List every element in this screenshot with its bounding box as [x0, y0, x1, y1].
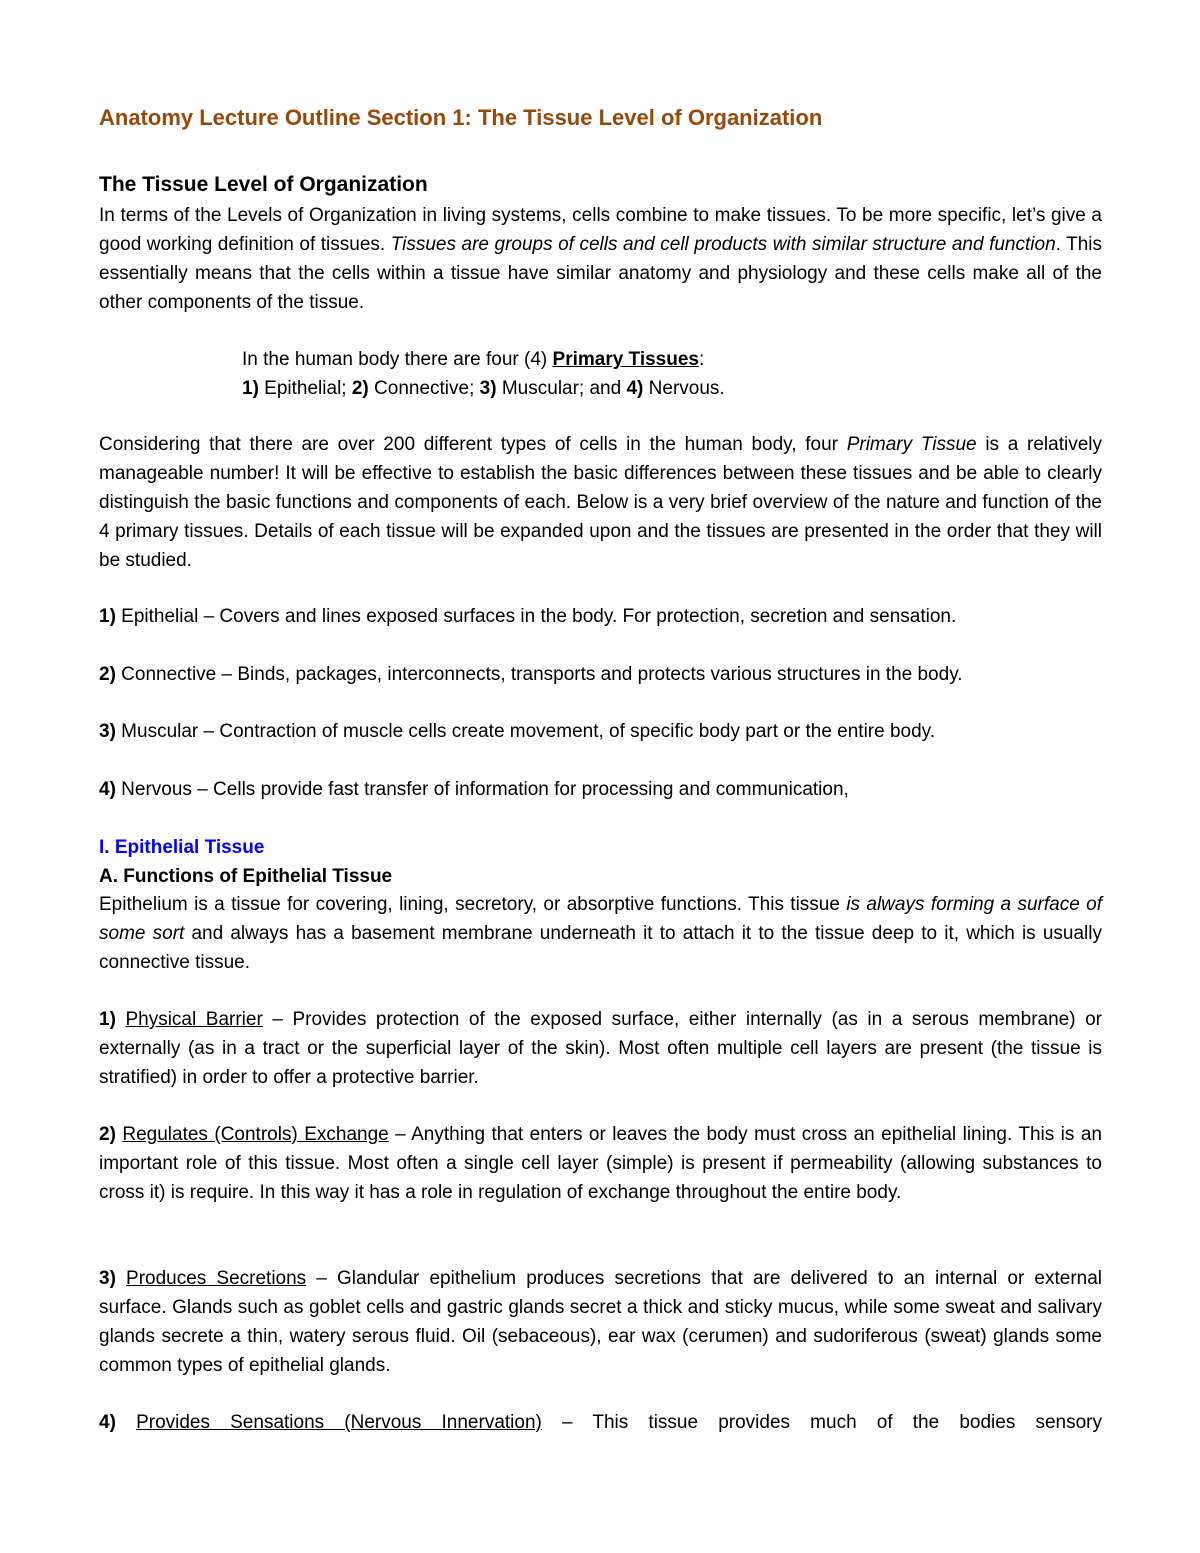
primary-list-num: 1) — [242, 378, 259, 399]
tissue-summary-text: Connective – Binds, packages, interconnects, transports and protects various structures in the body. — [115, 664, 963, 685]
epithelial-italic: is always forming a surface of some sort — [99, 894, 1102, 944]
epithelial-text-a: Epithelium is a tissue for covering, lining, secretory, or absorptive functions. This tissue — [99, 894, 847, 915]
section-heading: The Tissue Level of Organization — [99, 173, 428, 196]
tissue-summary-item — [99, 602, 1102, 631]
function-item — [99, 1120, 1102, 1207]
tissue-summary-num: 3) — [99, 721, 116, 742]
tissue-summary-num: 4) — [99, 779, 116, 800]
tissue-summary-item — [99, 775, 1102, 804]
tissue-summary-num: 1) — [99, 606, 116, 627]
tissue-summary-num: 2) — [99, 664, 116, 685]
function-text: – Anything that enters or leaves the body must cross an epithelial lining. This is an important role of this tissue. Most often a single cell layer (simple) is present if permeability (allowing substances to cross it) is require. In this way it has a role in regulation of exchange throughout the entire body. — [99, 1124, 1102, 1203]
primary-list-text: Nervous. — [643, 378, 725, 399]
document-title: Anatomy Lecture Outline Section 1: The Tissue Level of Organization — [99, 105, 823, 130]
function-term: Produces Secretions — [126, 1268, 307, 1289]
tissue-summary-item — [99, 660, 1102, 689]
tissue-summary-item — [99, 717, 1102, 746]
function-term: Provides Sensations (Nervous Innervation) — [136, 1412, 542, 1433]
primary-lead-text: In the human body there are four (4) — [242, 349, 553, 370]
overview-text-b: is a relatively manageable number! It will be effective to establish the basic differences between these tissues and be able to clearly distinguish the basic functions and components of each. Below is a very brief overview of the nature and function of the 4 primary tissues. Details of each tissue will be expanded upon and the tissues are presented in the order that they will be studied. — [99, 434, 1102, 571]
function-text: – Provides protection of the exposed surface, either internally (as in a serous membrane) or externally (as in a tract or the superficial layer of the skin). Most often multiple cell layers are present (the tissue is stratified) in order to offer a protective barrier. — [99, 1009, 1103, 1088]
epithelial-heading-text: I. Epithelial Tissue — [99, 837, 265, 858]
function-num: 1) — [99, 1009, 116, 1030]
primary-tissues-block — [242, 345, 725, 403]
function-term: Regulates (Controls) Exchange — [122, 1124, 389, 1145]
function-item — [99, 1408, 1102, 1437]
overview-text-a: Considering that there are over 200 different types of cells in the human body, four — [99, 434, 847, 455]
function-text: – This tissue provides much of the bodies sensory — [541, 1412, 1103, 1433]
primary-tissues-list — [242, 374, 725, 403]
primary-list-text: Connective; — [368, 378, 480, 399]
function-num: 4) — [99, 1412, 116, 1433]
function-num: 3) — [99, 1268, 116, 1289]
primary-colon: : — [698, 349, 705, 370]
overview-paragraph — [99, 430, 1102, 575]
primary-tissues-lead — [242, 345, 725, 374]
primary-list-text: Epithelial; — [258, 378, 352, 399]
tissue-summary-text: Nervous – Cells provide fast transfer of information for processing and communication, — [115, 779, 849, 800]
function-item — [99, 1264, 1102, 1380]
function-item — [99, 1005, 1102, 1092]
primary-list-num: 3) — [479, 378, 497, 399]
function-term: Physical Barrier — [125, 1009, 263, 1030]
tissue-summary-text: Muscular – Contraction of muscle cells create movement, of specific body part or the entire body. — [115, 721, 936, 742]
epithelial-heading — [99, 833, 1102, 862]
intro-text-a: In terms of the Levels of Organization in living systems, cells combine to make tissues. To be more specific, let’s give a good working definition of tissues. — [99, 205, 1102, 255]
intro-text-b: . This essentially means that the cells within a tissue have similar anatomy and physiology and these cells make all of the other components of the tissue. — [99, 234, 1102, 313]
tissue-definition: Tissues are groups of cells and cell products with similar structure and function — [390, 234, 1056, 255]
function-text: – Glandular epithelium produces secretions that are delivered to an internal or external surface. Glands such as goblet cells and gastric glands secret a thick and sticky mucus, while some sweat and salivary glands secrete a thin, watery serous fluid. Oil (sebaceous), ear wax (cerumen) and sudoriferous (sweat) glands some common types of epithelial glands. — [99, 1268, 1102, 1376]
function-num: 2) — [99, 1124, 116, 1145]
primary-list-num: 4) — [626, 378, 644, 399]
epithelial-text-b: and always has a basement membrane underneath it to attach it to the tissue deep to it, which is usually connective tissue. — [99, 923, 1102, 973]
primary-list-num: 2) — [351, 378, 369, 399]
primary-tissues-term: Primary Tissues — [552, 349, 699, 370]
primary-list-text: Muscular; and — [496, 378, 627, 399]
tissue-summary-text: Epithelial – Covers and lines exposed surfaces in the body. For protection, secretion and sensation. — [115, 606, 957, 627]
overview-italic-term: Primary Tissue — [846, 434, 977, 455]
intro-paragraph — [99, 201, 1102, 317]
epithelial-paragraph — [99, 890, 1102, 977]
epithelial-subheading: A. Functions of Epithelial Tissue — [99, 866, 393, 887]
